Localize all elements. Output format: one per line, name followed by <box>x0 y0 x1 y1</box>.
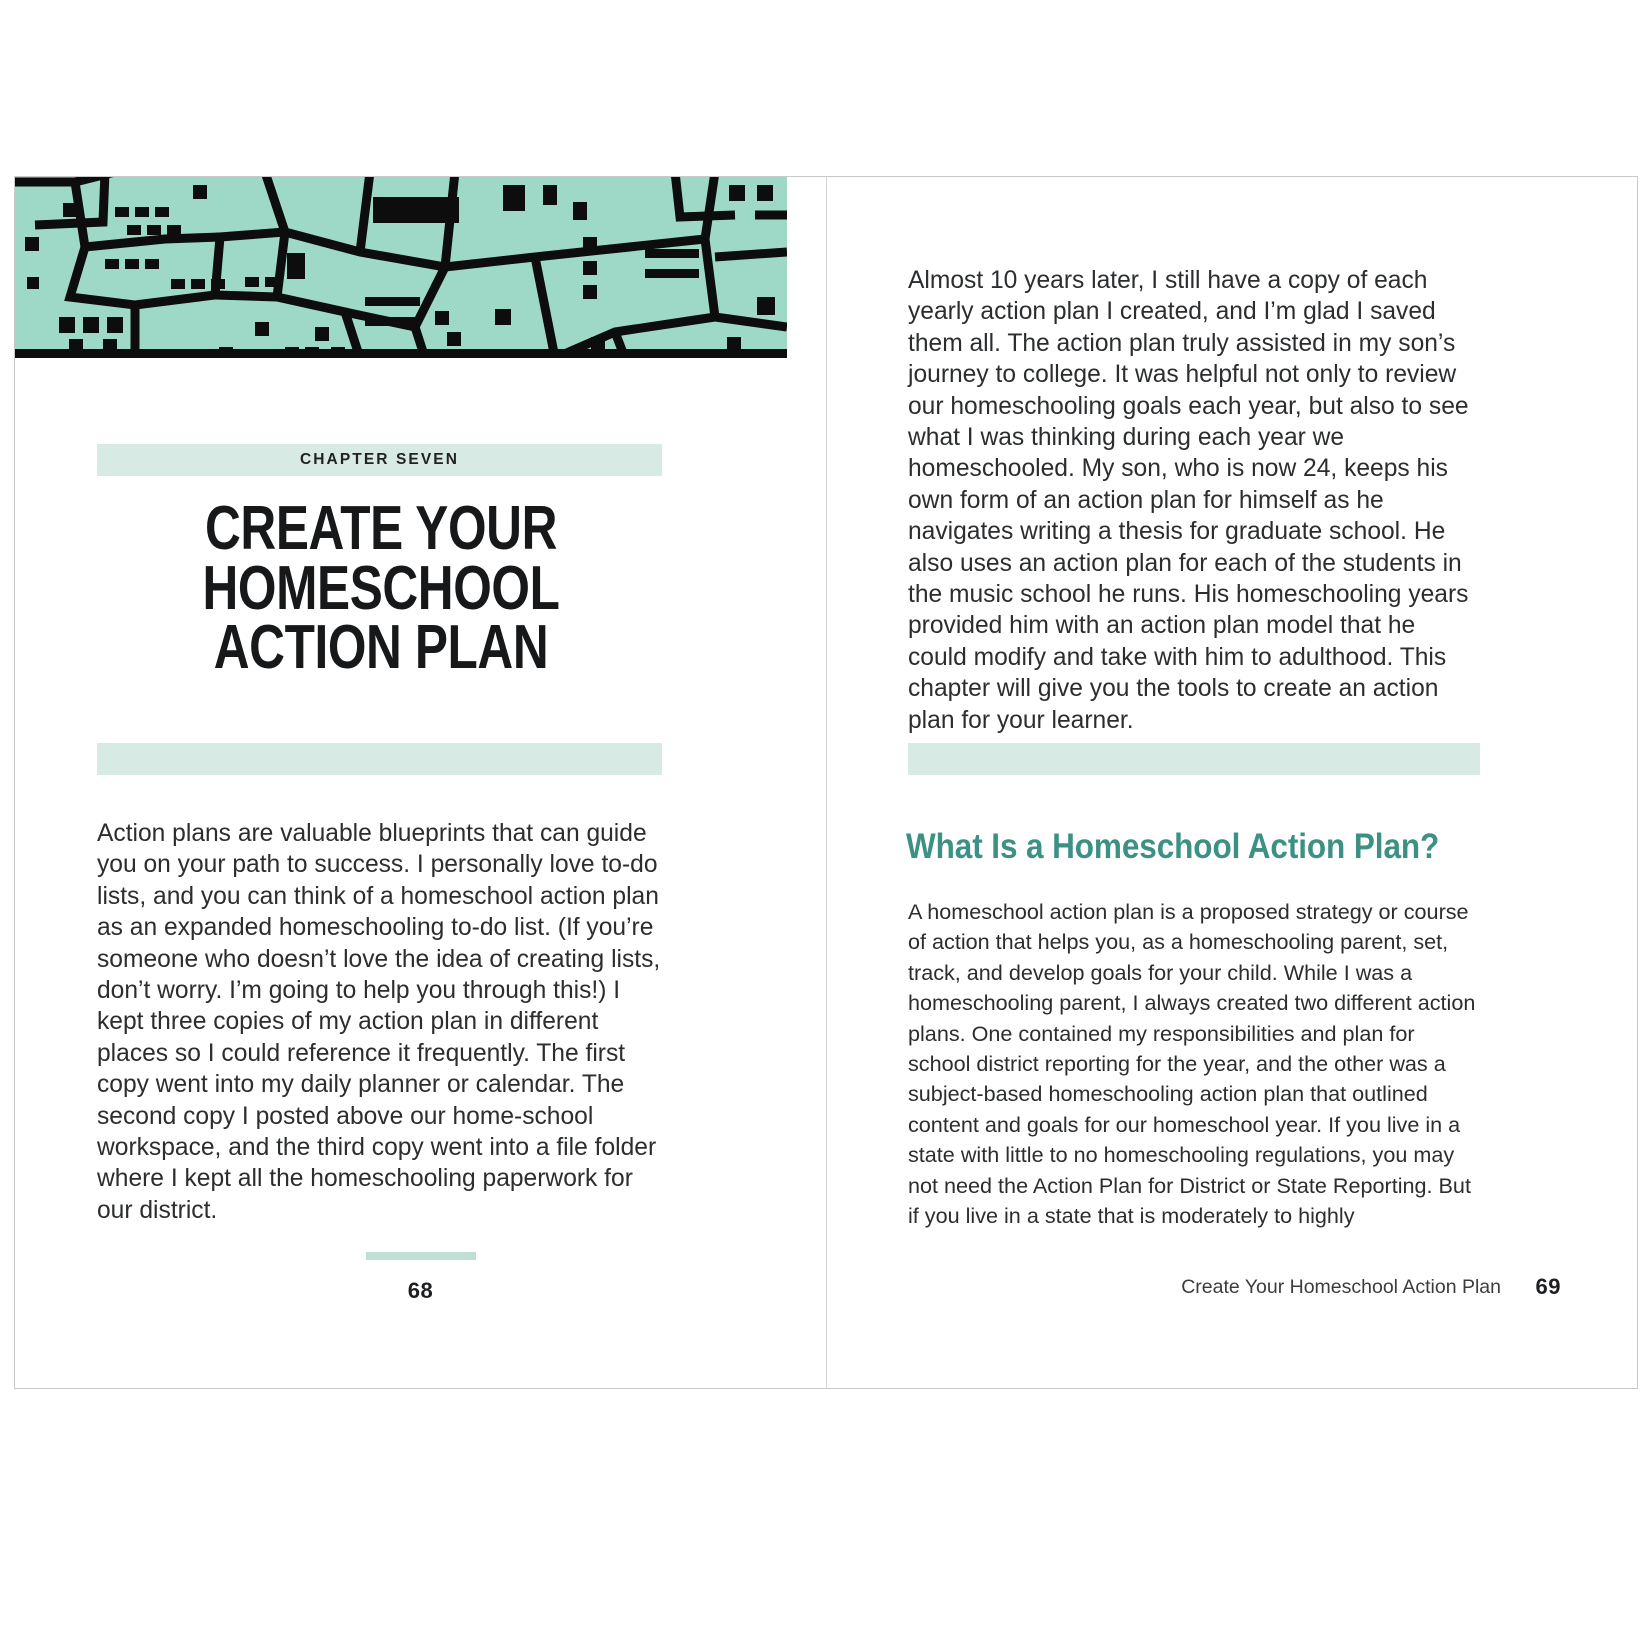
section-rule-bar <box>908 743 1480 775</box>
paragraph: Action plans are valuable blueprints that can guide you on your path to success. I personally love to-do lists, and you can think of a homeschool action plan as an expanded homeschooling to-do list. (If you’re someone who doesn’t love the idea of creating lists, don’t worry. I’m going to help you through this!) I kept three copies of my action plan in different places so I could reference it frequently. The first copy went into my daily planner or calendar. The second copy I posted above our home-school workspace, and the third copy went into a file folder where I kept all the homeschooling paperwork for our district. <box>97 820 661 1224</box>
right-page-body-bottom <box>908 897 1480 1231</box>
running-head: Create Your Homeschool Action Plan <box>1181 1276 1501 1298</box>
right-page-body-top <box>908 265 1480 736</box>
title-rule-bar <box>97 743 662 775</box>
right-page-footer <box>826 1238 1637 1388</box>
section-heading: What Is a Homeschool Action Plan? <box>906 827 1440 866</box>
chapter-eyebrow-bar <box>97 444 662 476</box>
paragraph: Almost 10 years later, I still have a copy of each yearly action plan I created, and I’m glad I saved them all. The action plan truly assisted in my son’s journey to college. It was helpful not only to review our homeschooling goals each year, but also to see what I was thinking during each year we homeschooled. My son, who is now 24, keeps his own form of an action plan for himself as he navigates writing a thesis for graduate school. He also uses an action plan for each of the students in the music school he runs. His homeschooling years provided him with an action plan model that he could modify and take with him to adulthood. This chapter will give you the tools to create an action plan for your learner. <box>908 267 1469 734</box>
page-number: 68 <box>407 1278 434 1303</box>
footer-divider <box>366 1252 476 1260</box>
left-page-footer <box>15 1238 826 1388</box>
page-title: CREATE YOUR HOMESCHOOL ACTION PLAN <box>202 494 560 683</box>
left-page-body <box>97 818 671 1226</box>
chapter-eyebrow-label: CHAPTER SEVEN <box>299 451 460 468</box>
left-page <box>15 177 826 1388</box>
book-spread <box>14 176 1638 1389</box>
chapter-opener-illustration <box>15 177 787 358</box>
right-page <box>826 177 1637 1388</box>
paragraph: A homeschool action plan is a proposed strategy or course of action that helps you, as a homeschooling parent, set, track, and develop goals for your child. While I was a homeschooling parent, I always created two different action plans. One contained my responsibilities and plan for school district reporting for the year, and the other was a subject-based homeschooling action plan that outlined content and goals for our homeschool year. If you live in a state with little to no homeschooling regulations, you may not need the Action Plan for District or State Reporting. But if you live in a state that is moderately to highly <box>908 899 1476 1229</box>
page-number: 69 <box>1535 1274 1561 1299</box>
